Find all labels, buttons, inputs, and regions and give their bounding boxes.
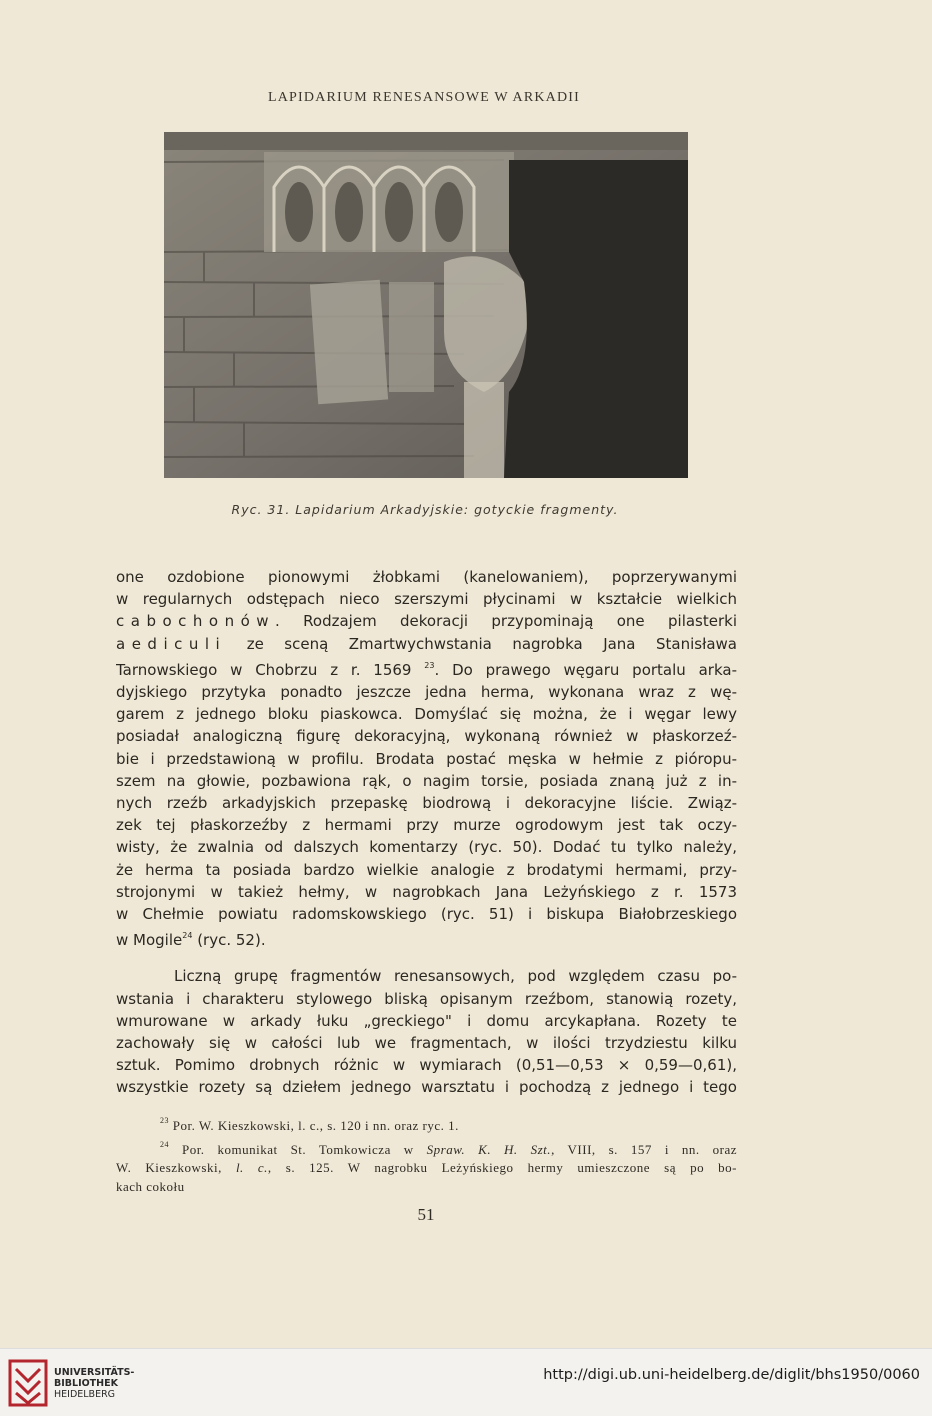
footnote-text: , s. 125. W nagrobku Leżyńskiego hermy umieszczone są po bo-: [267, 1160, 737, 1175]
text-line: że herma ta posiada bardzo wielkie analogie z brodatymi hermami, przy-: [116, 860, 737, 879]
document-url-link[interactable]: http://digi.ub.uni-heidelberg.de/diglit/bhs1950/0060: [543, 1367, 920, 1383]
spaced-term: aediculi: [116, 634, 227, 653]
footnotes: [116, 1112, 737, 1196]
library-logo-icon: [8, 1359, 48, 1407]
footnote-text: Por. W. Kieszkowski, l. c., s. 120 i nn. oraz ryc. 1.: [169, 1118, 459, 1133]
footnote-24: [116, 1136, 737, 1160]
text-fragment: . Rodzajem dekoracji przypominają one pilasterki: [275, 612, 737, 631]
gothic-fragments-photo: [164, 132, 688, 478]
footnote-text: , VIII, s. 157 i nn. oraz: [551, 1141, 737, 1157]
library-name-line: BIBLIOTHEK: [54, 1378, 118, 1389]
text-line: wszystkie rozety są dziełem jednego warsztatu i pochodzą z jednego i tego: [116, 1078, 737, 1097]
text-fragment: (ryc. 52).: [192, 931, 266, 950]
running-head: LAPIDARIUM RENESANSOWE W ARKADII: [267, 90, 581, 105]
library-name-line: UNIVERSITÄTS-: [54, 1367, 135, 1378]
footnote-ref: 23: [424, 660, 435, 670]
text-line: wmurowane w arkady łuku „greckiego" i domu arcykapłana. Rozety te: [116, 1011, 737, 1030]
footnote-ref: 24: [182, 931, 193, 941]
text-line: zek tej płaskorzeźby z hermami przy murze ogrodowym jest tak oczy-: [116, 816, 737, 835]
footnote-24-line3: kach cokołu: [116, 1178, 185, 1194]
text-line: bie i przedstawioną w profilu. Brodata postać męska w hełmie z pióropu-: [116, 749, 737, 768]
footnote-italic: l. c.: [235, 1160, 268, 1175]
footnote-number: 23: [160, 1116, 169, 1125]
text-fragment: ze sceną Zmartwychwstania nagrobka Jana Stanisława: [226, 634, 737, 653]
spaced-term: cabochonów: [116, 612, 276, 631]
text-line: posiadał analogiczną figurę dekoracyjną, wykonaną również w płaskorzeź-: [116, 727, 737, 746]
library-name: [54, 1367, 134, 1400]
text-line: garem z jednego bloku piaskowca. Domyślać się można, że i węgar lewy: [116, 705, 737, 724]
footnote-number: 24: [160, 1139, 169, 1149]
text-line: [116, 655, 737, 681]
text-line: [116, 610, 737, 632]
text-fragment: Tarnowskiego w Chobrzu z r. 1569: [116, 660, 425, 679]
text-line: w regularnych odstępach nieco szerszymi płycinami w kształcie wielkich: [116, 590, 737, 609]
library-name-line: HEIDELBERG: [54, 1389, 116, 1400]
viewer-footer: [0, 1348, 932, 1416]
text-line: wisty, że zwalnia od dalszych komentarzy (ryc. 50). Dodać tu tylko należy,: [116, 838, 737, 857]
text-line: szem na głowie, pozbawiona rąk, o nagim torsie, posiada znaną już z in-: [116, 771, 737, 790]
text-line: dyjskiego przytyka ponadto jeszcze jedna herma, wykonana wraz z wę-: [116, 683, 737, 702]
text-fragment: w Mogile: [116, 931, 183, 950]
footnote-text: Por. komunikat St. Tomkowicza w: [169, 1141, 427, 1157]
footnote-24-line2: [116, 1159, 737, 1178]
text-line: nych rzeźb arkadyjskich przepaskę biodrową i dekoracyjne liście. Związ-: [116, 794, 737, 813]
text-fragment: . Do prawego węgaru portalu arka-: [434, 660, 737, 679]
page-number: 51: [417, 1205, 435, 1224]
text-line: w Chełmie powiatu radomskowskiego (ryc. 51) i biskupa Białobrzeskiego: [116, 905, 737, 924]
figure-photo: [164, 132, 688, 478]
text-line: strojonymi w takież hełmy, w nagrobkach Jana Leżyńskiego z r. 1573: [116, 882, 737, 901]
text-line: sztuk. Pomimo drobnych różnic w wymiarach (0,51—0,53 × 0,59—0,61),: [116, 1056, 737, 1075]
figure-caption: Ryc. 31. Lapidarium Arkadyjskie: gotyckie fragmenty.: [231, 502, 619, 517]
text-line: [116, 633, 737, 655]
text-line: zachowały się w całości lub we fragmentach, w ilości trzydziestu kilku: [116, 1034, 737, 1053]
text-line: [116, 925, 737, 951]
footnote-italic: Spraw. K. H. Szt.: [426, 1141, 552, 1157]
text-line: Liczną grupę fragmentów renesansowych, pod względem czasu po-: [174, 967, 737, 986]
text-line: wstania i charakteru stylowego bliską opisanym rzeźbom, stanowią rozety,: [116, 989, 737, 1008]
footnote-text: W. Kieszkowski,: [116, 1160, 236, 1175]
footnote-23: [116, 1112, 737, 1136]
text-line: one ozdobione pionowymi żłobkami (kanelowaniem), poprzerywanymi: [116, 568, 737, 586]
body-text: [116, 566, 737, 1099]
